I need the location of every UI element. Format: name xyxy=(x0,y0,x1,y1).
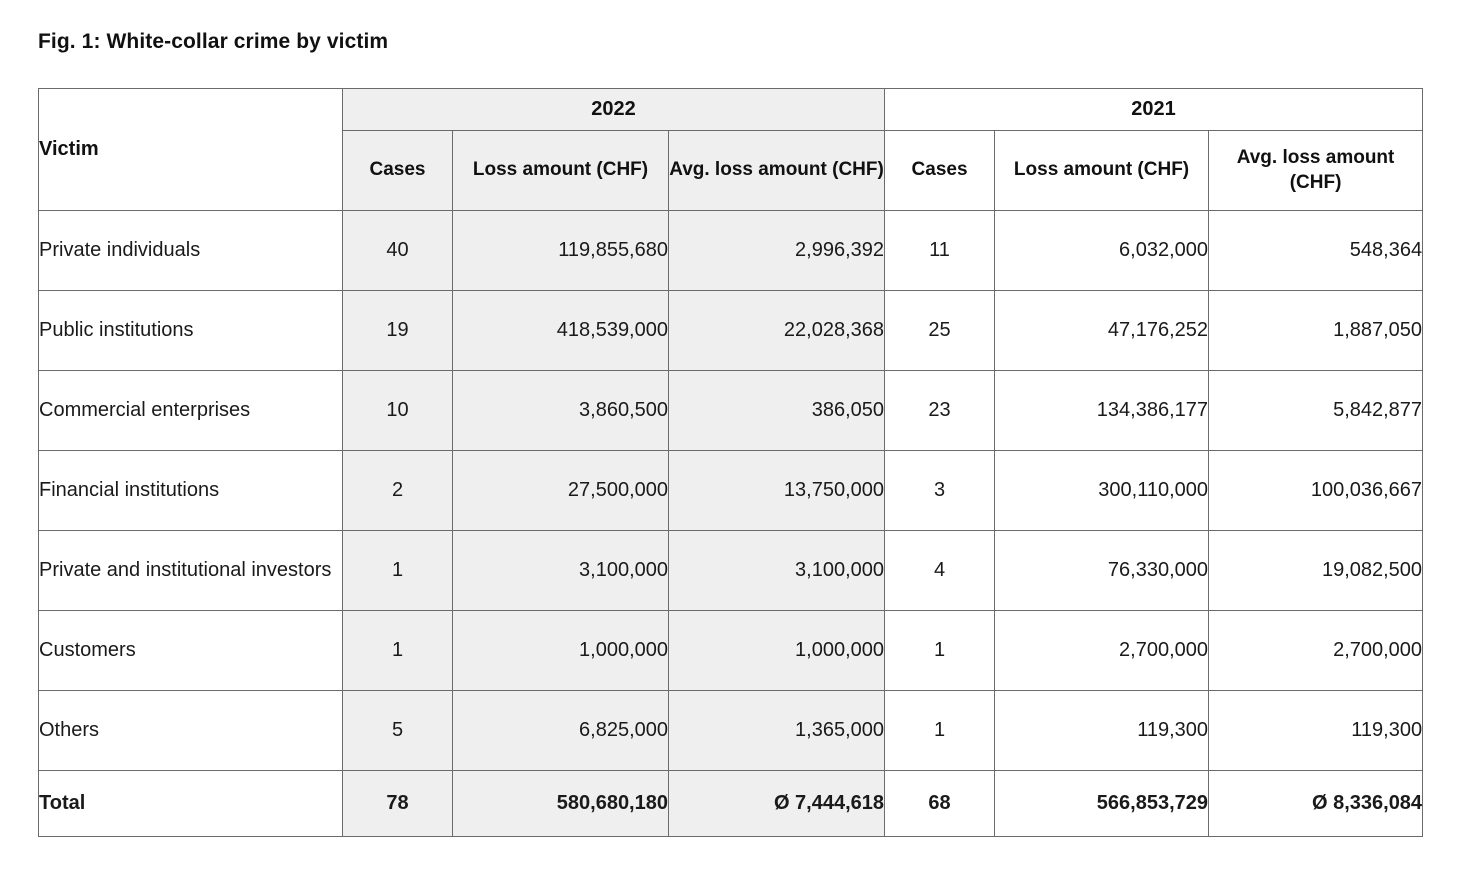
table-body xyxy=(39,211,1423,837)
row-cases-2022: 1 xyxy=(343,531,453,611)
white-collar-crime-table xyxy=(38,88,1423,837)
row-avg-2022: 1,365,000 xyxy=(669,691,885,771)
row-cases-2022: 19 xyxy=(343,291,453,371)
row-cases-2021: 1 xyxy=(885,611,995,691)
header-avg-loss-2021: Avg. loss amount (CHF) xyxy=(1209,131,1423,211)
total-label: Total xyxy=(39,771,343,837)
total-loss-2022: 580,680,180 xyxy=(453,771,669,837)
row-cases-2021: 25 xyxy=(885,291,995,371)
row-cases-2022: 40 xyxy=(343,211,453,291)
row-loss-2021: 134,386,177 xyxy=(995,371,1209,451)
table-row xyxy=(39,691,1423,771)
row-avg-2022: 1,000,000 xyxy=(669,611,885,691)
row-victim-label: Commercial enterprises xyxy=(39,371,343,451)
total-avg-2022: Ø 7,444,618 xyxy=(669,771,885,837)
row-cases-2022: 10 xyxy=(343,371,453,451)
row-victim-label: Private individuals xyxy=(39,211,343,291)
row-cases-2022: 2 xyxy=(343,451,453,531)
row-loss-2021: 2,700,000 xyxy=(995,611,1209,691)
row-avg-2021: 2,700,000 xyxy=(1209,611,1423,691)
table-row xyxy=(39,611,1423,691)
row-victim-label: Public institutions xyxy=(39,291,343,371)
row-loss-2022: 27,500,000 xyxy=(453,451,669,531)
header-row-years xyxy=(39,89,1423,131)
row-avg-2021: 19,082,500 xyxy=(1209,531,1423,611)
table-row xyxy=(39,531,1423,611)
row-loss-2022: 3,860,500 xyxy=(453,371,669,451)
row-avg-2022: 2,996,392 xyxy=(669,211,885,291)
row-cases-2021: 3 xyxy=(885,451,995,531)
row-loss-2021: 119,300 xyxy=(995,691,1209,771)
row-cases-2022: 1 xyxy=(343,611,453,691)
row-cases-2021: 11 xyxy=(885,211,995,291)
header-victim: Victim xyxy=(39,89,343,211)
total-avg-2021: Ø 8,336,084 xyxy=(1209,771,1423,837)
row-loss-2021: 76,330,000 xyxy=(995,531,1209,611)
row-avg-2022: 13,750,000 xyxy=(669,451,885,531)
table-row xyxy=(39,291,1423,371)
row-victim-label: Others xyxy=(39,691,343,771)
row-avg-2022: 386,050 xyxy=(669,371,885,451)
header-cases-2022: Cases xyxy=(343,131,453,211)
table-row xyxy=(39,451,1423,531)
row-victim-label: Private and institutional investors xyxy=(39,531,343,611)
header-loss-2022: Loss amount (CHF) xyxy=(453,131,669,211)
row-victim-label: Financial institutions xyxy=(39,451,343,531)
row-loss-2021: 47,176,252 xyxy=(995,291,1209,371)
row-loss-2022: 1,000,000 xyxy=(453,611,669,691)
header-cases-2021: Cases xyxy=(885,131,995,211)
row-cases-2022: 5 xyxy=(343,691,453,771)
row-cases-2021: 4 xyxy=(885,531,995,611)
row-loss-2022: 3,100,000 xyxy=(453,531,669,611)
row-avg-2022: 22,028,368 xyxy=(669,291,885,371)
table-total-row xyxy=(39,771,1423,837)
row-avg-2021: 119,300 xyxy=(1209,691,1423,771)
figure-title: Fig. 1: White-collar crime by victim xyxy=(38,30,389,53)
table-row xyxy=(39,371,1423,451)
header-year-2022: 2022 xyxy=(343,89,885,131)
row-loss-2022: 119,855,680 xyxy=(453,211,669,291)
total-loss-2021: 566,853,729 xyxy=(995,771,1209,837)
table-row xyxy=(39,211,1423,291)
row-loss-2021: 6,032,000 xyxy=(995,211,1209,291)
header-loss-2021: Loss amount (CHF) xyxy=(995,131,1209,211)
total-cases-2021: 68 xyxy=(885,771,995,837)
total-cases-2022: 78 xyxy=(343,771,453,837)
row-avg-2022: 3,100,000 xyxy=(669,531,885,611)
row-loss-2022: 418,539,000 xyxy=(453,291,669,371)
table-header xyxy=(39,89,1423,211)
row-loss-2022: 6,825,000 xyxy=(453,691,669,771)
row-avg-2021: 5,842,877 xyxy=(1209,371,1423,451)
row-avg-2021: 1,887,050 xyxy=(1209,291,1423,371)
row-cases-2021: 1 xyxy=(885,691,995,771)
row-avg-2021: 100,036,667 xyxy=(1209,451,1423,531)
row-loss-2021: 300,110,000 xyxy=(995,451,1209,531)
header-avg-loss-2022: Avg. loss amount (CHF) xyxy=(669,131,885,211)
row-avg-2021: 548,364 xyxy=(1209,211,1423,291)
row-victim-label: Customers xyxy=(39,611,343,691)
header-year-2021: 2021 xyxy=(885,89,1423,131)
row-cases-2021: 23 xyxy=(885,371,995,451)
